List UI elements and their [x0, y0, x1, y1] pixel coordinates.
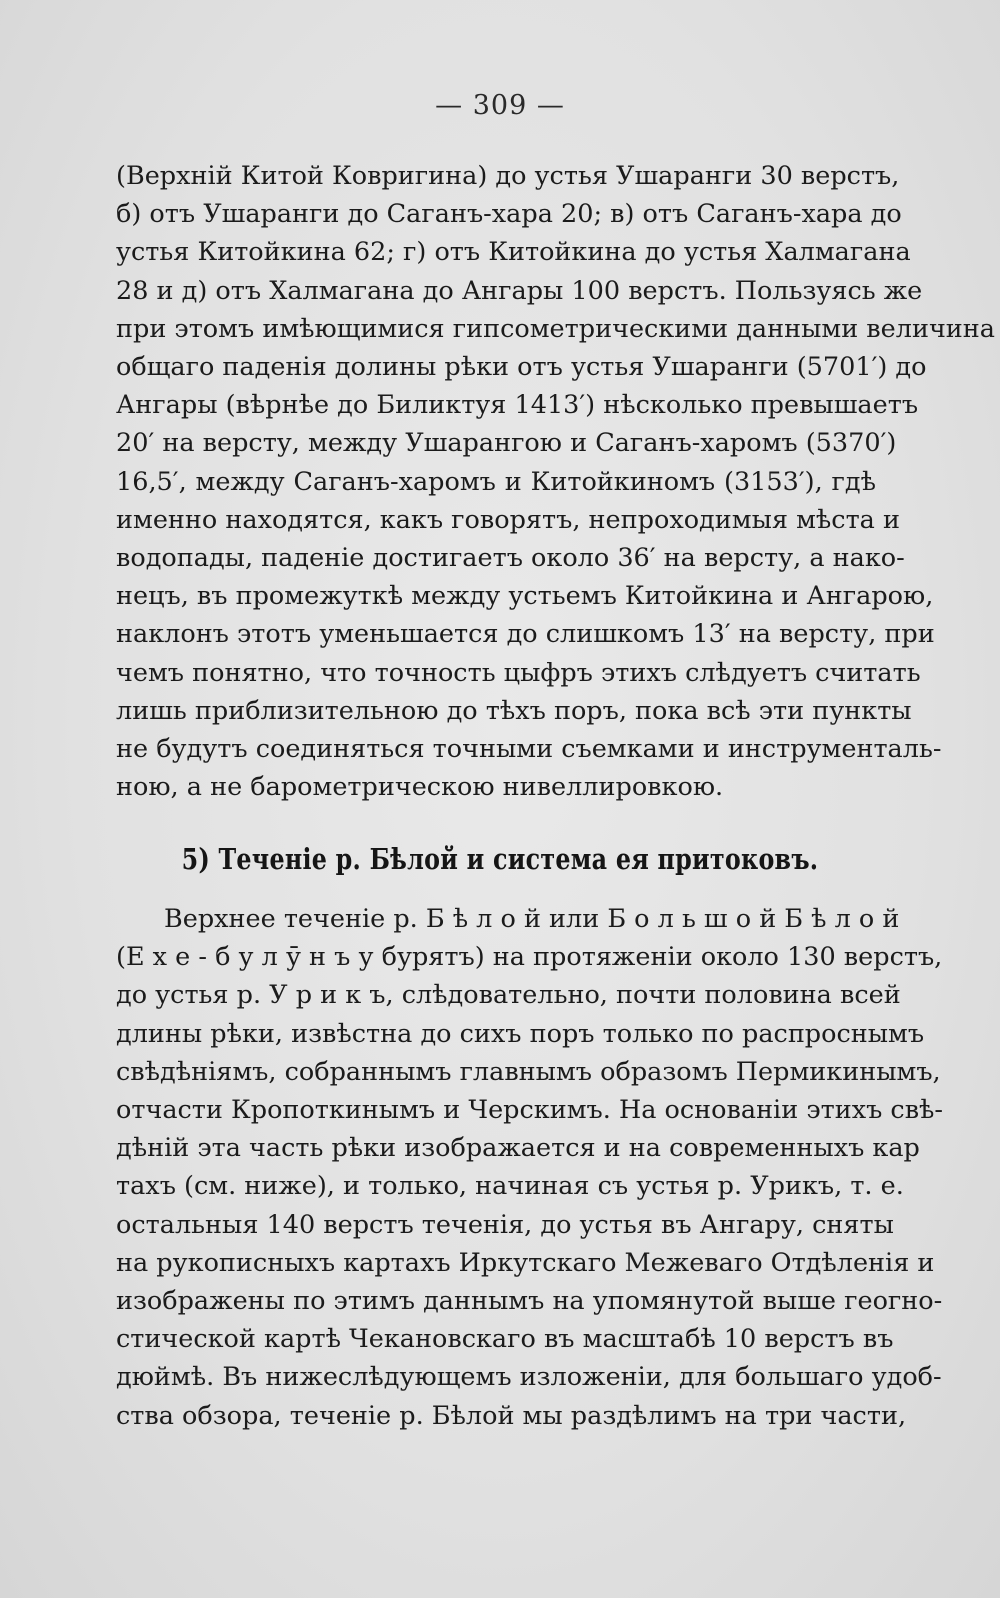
text-line: чемъ понятно, что точность цыфръ этихъ слѣдуетъ считать	[116, 657, 921, 688]
page-number: — 309 —	[435, 90, 565, 121]
paragraph-2	[116, 900, 944, 1435]
text-line: лишь приблизительною до тѣхъ поръ, пока всѣ эти пункты	[116, 695, 912, 726]
text-line: 28 и д) отъ Халмагана до Ангары 100 верстъ. Пользуясь же	[116, 275, 923, 306]
text-line: при этомъ имѣющимися гипсометрическими данными величина	[116, 313, 996, 344]
text-line: дюймѣ. Въ нижеслѣдующемъ изложеніи, для большаго удоб-	[116, 1362, 942, 1393]
text-line: устья Китойкина 62; г) отъ Китойкина до устья Халмагана	[116, 237, 911, 268]
paragraph-1	[116, 157, 996, 806]
text-line: наклонъ этотъ уменьшается до слишкомъ 13′ на версту, при	[116, 619, 935, 650]
text-line: ною, а не барометрическою нивеллировкою.	[116, 772, 724, 803]
text-line: не будутъ соединяться точными съемками и инструменталь-	[116, 734, 942, 765]
text-line: стической картѣ Чекановскаго въ масштабѣ 10 верстъ въ	[116, 1324, 894, 1355]
text-line: длины рѣки, извѣстна до сихъ поръ только по распроснымъ	[116, 1018, 925, 1049]
text-line: нецъ, въ промежуткѣ между устьемъ Китойкина и Ангарою,	[116, 581, 934, 612]
text-line: отчасти Кропоткинымъ и Черскимъ. На основаніи этихъ свѣ-	[116, 1095, 944, 1126]
text-line: (Е х е - б у л ӯ н ъ у бурятъ) на протяженіи около 130 верстъ,	[116, 942, 943, 973]
text-line: дѣній эта часть рѣки изображается и на современныхъ кар	[116, 1133, 920, 1164]
text-line: на рукописныхъ картахъ Иркутскаго Межеваго Отдѣленія и	[116, 1247, 935, 1278]
text-line: водопады, паденіе достигаетъ около 36′ на версту, а нако-	[116, 543, 905, 574]
text-line: остальныя 140 верстъ теченія, до устья въ Ангару, сняты	[116, 1209, 894, 1240]
text-line: ства обзора, теченіе р. Бѣлой мы раздѣлимъ на три части,	[116, 1400, 907, 1431]
text-line: свѣдѣніямъ, собраннымъ главнымъ образомъ Пермикинымъ,	[116, 1056, 941, 1087]
text-line: до устья р. У р и к ъ, слѣдовательно, почти половина всей	[116, 980, 901, 1011]
text-line: (Верхній Китой Ковригина) до устья Ушаранги 30 верстъ,	[116, 161, 900, 191]
text-line: 16,5′, между Саганъ-харомъ и Китойкиномъ (3153′), гдѣ	[116, 466, 876, 497]
text-line: общаго паденія долины рѣки отъ устья Ушаранги (5701′) до	[116, 352, 927, 383]
text-line: Верхнее теченіе р. Б ѣ л о й или Б о л ь ш о й Б ѣ л о й	[164, 904, 900, 934]
text-line: 20′ на версту, между Ушарангою и Саганъ-харомъ (5370′)	[116, 428, 897, 459]
text-line: тахъ (см. ниже), и только, начиная съ устья р. Урикъ, т. е.	[116, 1171, 904, 1202]
text-line: изображены по этимъ даннымъ на упомянутой выше геогно-	[116, 1286, 943, 1317]
text-line: Ангары (вѣрнѣе до Биликтуя 1413′) нѣсколько превышаетъ	[116, 390, 919, 421]
text-line: именно находятся, какъ говорятъ, непроходимыя мѣста и	[116, 504, 900, 535]
text-line: б) отъ Ушаранги до Саганъ-хара 20; в) отъ Саганъ-хара до	[116, 199, 902, 230]
section-heading: 5) Теченіе р. Бѣлой и система ея притоковъ.	[181, 842, 819, 876]
